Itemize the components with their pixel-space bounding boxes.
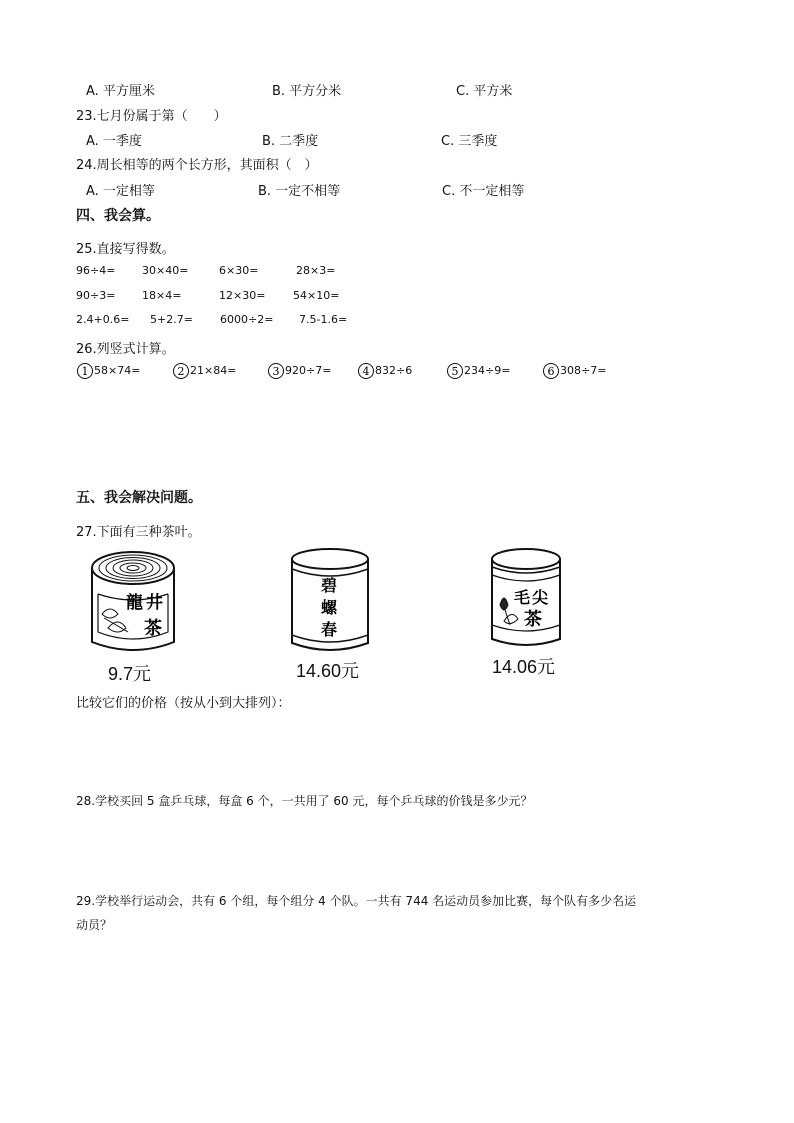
q26-expr: 832÷6: [375, 364, 413, 377]
q26-expr: 920÷7=: [285, 364, 332, 377]
q25-item: 54×10=: [293, 289, 340, 302]
can-2-char: 春: [321, 620, 338, 639]
q25-item: 6×30=: [219, 264, 259, 277]
q25-item: 6000÷2=: [220, 313, 274, 326]
can-1-char: 井: [146, 593, 163, 613]
q22-option-c: C. 平方米: [456, 84, 513, 99]
can-1-char: 龍: [126, 593, 143, 613]
q27-stem: 27.下面有三种茶叶。: [76, 525, 201, 540]
q28-text: 28.学校买回 5 盒乒乓球，每盒 6 个，一共用了 60 元，每个乒乓球的价钱是多少元？: [76, 794, 533, 808]
q26-number-4: [357, 362, 375, 380]
q26-number-1: [76, 362, 94, 380]
q25-stem: 25.直接写得数。: [76, 242, 175, 257]
svg-text:6: 6: [547, 365, 555, 378]
can-3-char: 茶: [524, 609, 542, 630]
q25-item: 30×40=: [142, 264, 189, 277]
can-2-price: 14.60元: [296, 661, 360, 681]
can-2-char: 螺: [321, 598, 338, 617]
q25-item: 18×4=: [142, 289, 182, 302]
can-3-price: 14.06元: [492, 657, 556, 677]
q22-option-b: B. 平方分米: [272, 84, 342, 99]
q24-stem: 24.周长相等的两个长方形，其面积（ ）: [76, 158, 318, 173]
q26-number-2: [172, 362, 190, 380]
can-3-char: 尖: [532, 588, 549, 607]
q25-item: 2.4+0.6=: [76, 313, 130, 326]
q24-option-b: B. 一定不相等: [258, 184, 341, 199]
q26-expr: 21×84=: [190, 364, 237, 377]
q26-number-3: [267, 362, 285, 380]
q25-item: 7.5-1.6=: [299, 313, 348, 326]
svg-text:5: 5: [451, 365, 459, 378]
q25-item: 90÷3=: [76, 289, 116, 302]
q22-option-a: A. 平方厘米: [86, 84, 155, 99]
q26-number-6: [542, 362, 560, 380]
q26-stem: 26.列竖式计算。: [76, 342, 175, 357]
tea-can-biluochun-illustration: [288, 545, 372, 657]
section-5-title: 五、我会解决问题。: [76, 490, 202, 506]
can-3-char: 毛: [514, 588, 531, 607]
q25-item: 96÷4=: [76, 264, 116, 277]
q29-text-line1: 29.学校举行运动会，共有 6 个组，每个组分 4 个队。一共有 744 名运动员参加比赛，每个队有多少名运: [76, 894, 637, 908]
q29-text-line2: 动员？: [76, 918, 113, 932]
q24-option-a: A. 一定相等: [86, 184, 155, 199]
svg-text:3: 3: [272, 365, 280, 378]
q24-option-c: C. 不一定相等: [442, 184, 525, 199]
svg-text:1: 1: [81, 365, 89, 378]
q26-expr: 308÷7=: [560, 364, 607, 377]
q25-item: 5+2.7=: [150, 313, 193, 326]
q23-stem: 23.七月份属于第（ ）: [76, 109, 227, 124]
q23-option-a: A. 一季度: [86, 134, 142, 149]
tea-can-maojian-illustration: [488, 545, 564, 653]
svg-text:4: 4: [362, 365, 370, 378]
can-1-price: 9.7元: [108, 664, 152, 684]
svg-text:2: 2: [177, 365, 185, 378]
q26-number-5: [446, 362, 464, 380]
section-4-title: 四、我会算。: [76, 208, 160, 224]
tea-can-longjing-illustration: [88, 548, 178, 658]
q23-option-b: B. 二季度: [262, 134, 319, 149]
q23-option-c: C. 三季度: [441, 134, 498, 149]
q27-prompt: 比较它们的价格（按从小到大排列）：: [76, 696, 291, 711]
can-2-char: 碧: [321, 576, 338, 595]
can-1-char: 茶: [144, 618, 162, 639]
q26-expr: 234÷9=: [464, 364, 511, 377]
q25-item: 28×3=: [296, 264, 336, 277]
q26-expr: 58×74=: [94, 364, 141, 377]
q25-item: 12×30=: [219, 289, 266, 302]
